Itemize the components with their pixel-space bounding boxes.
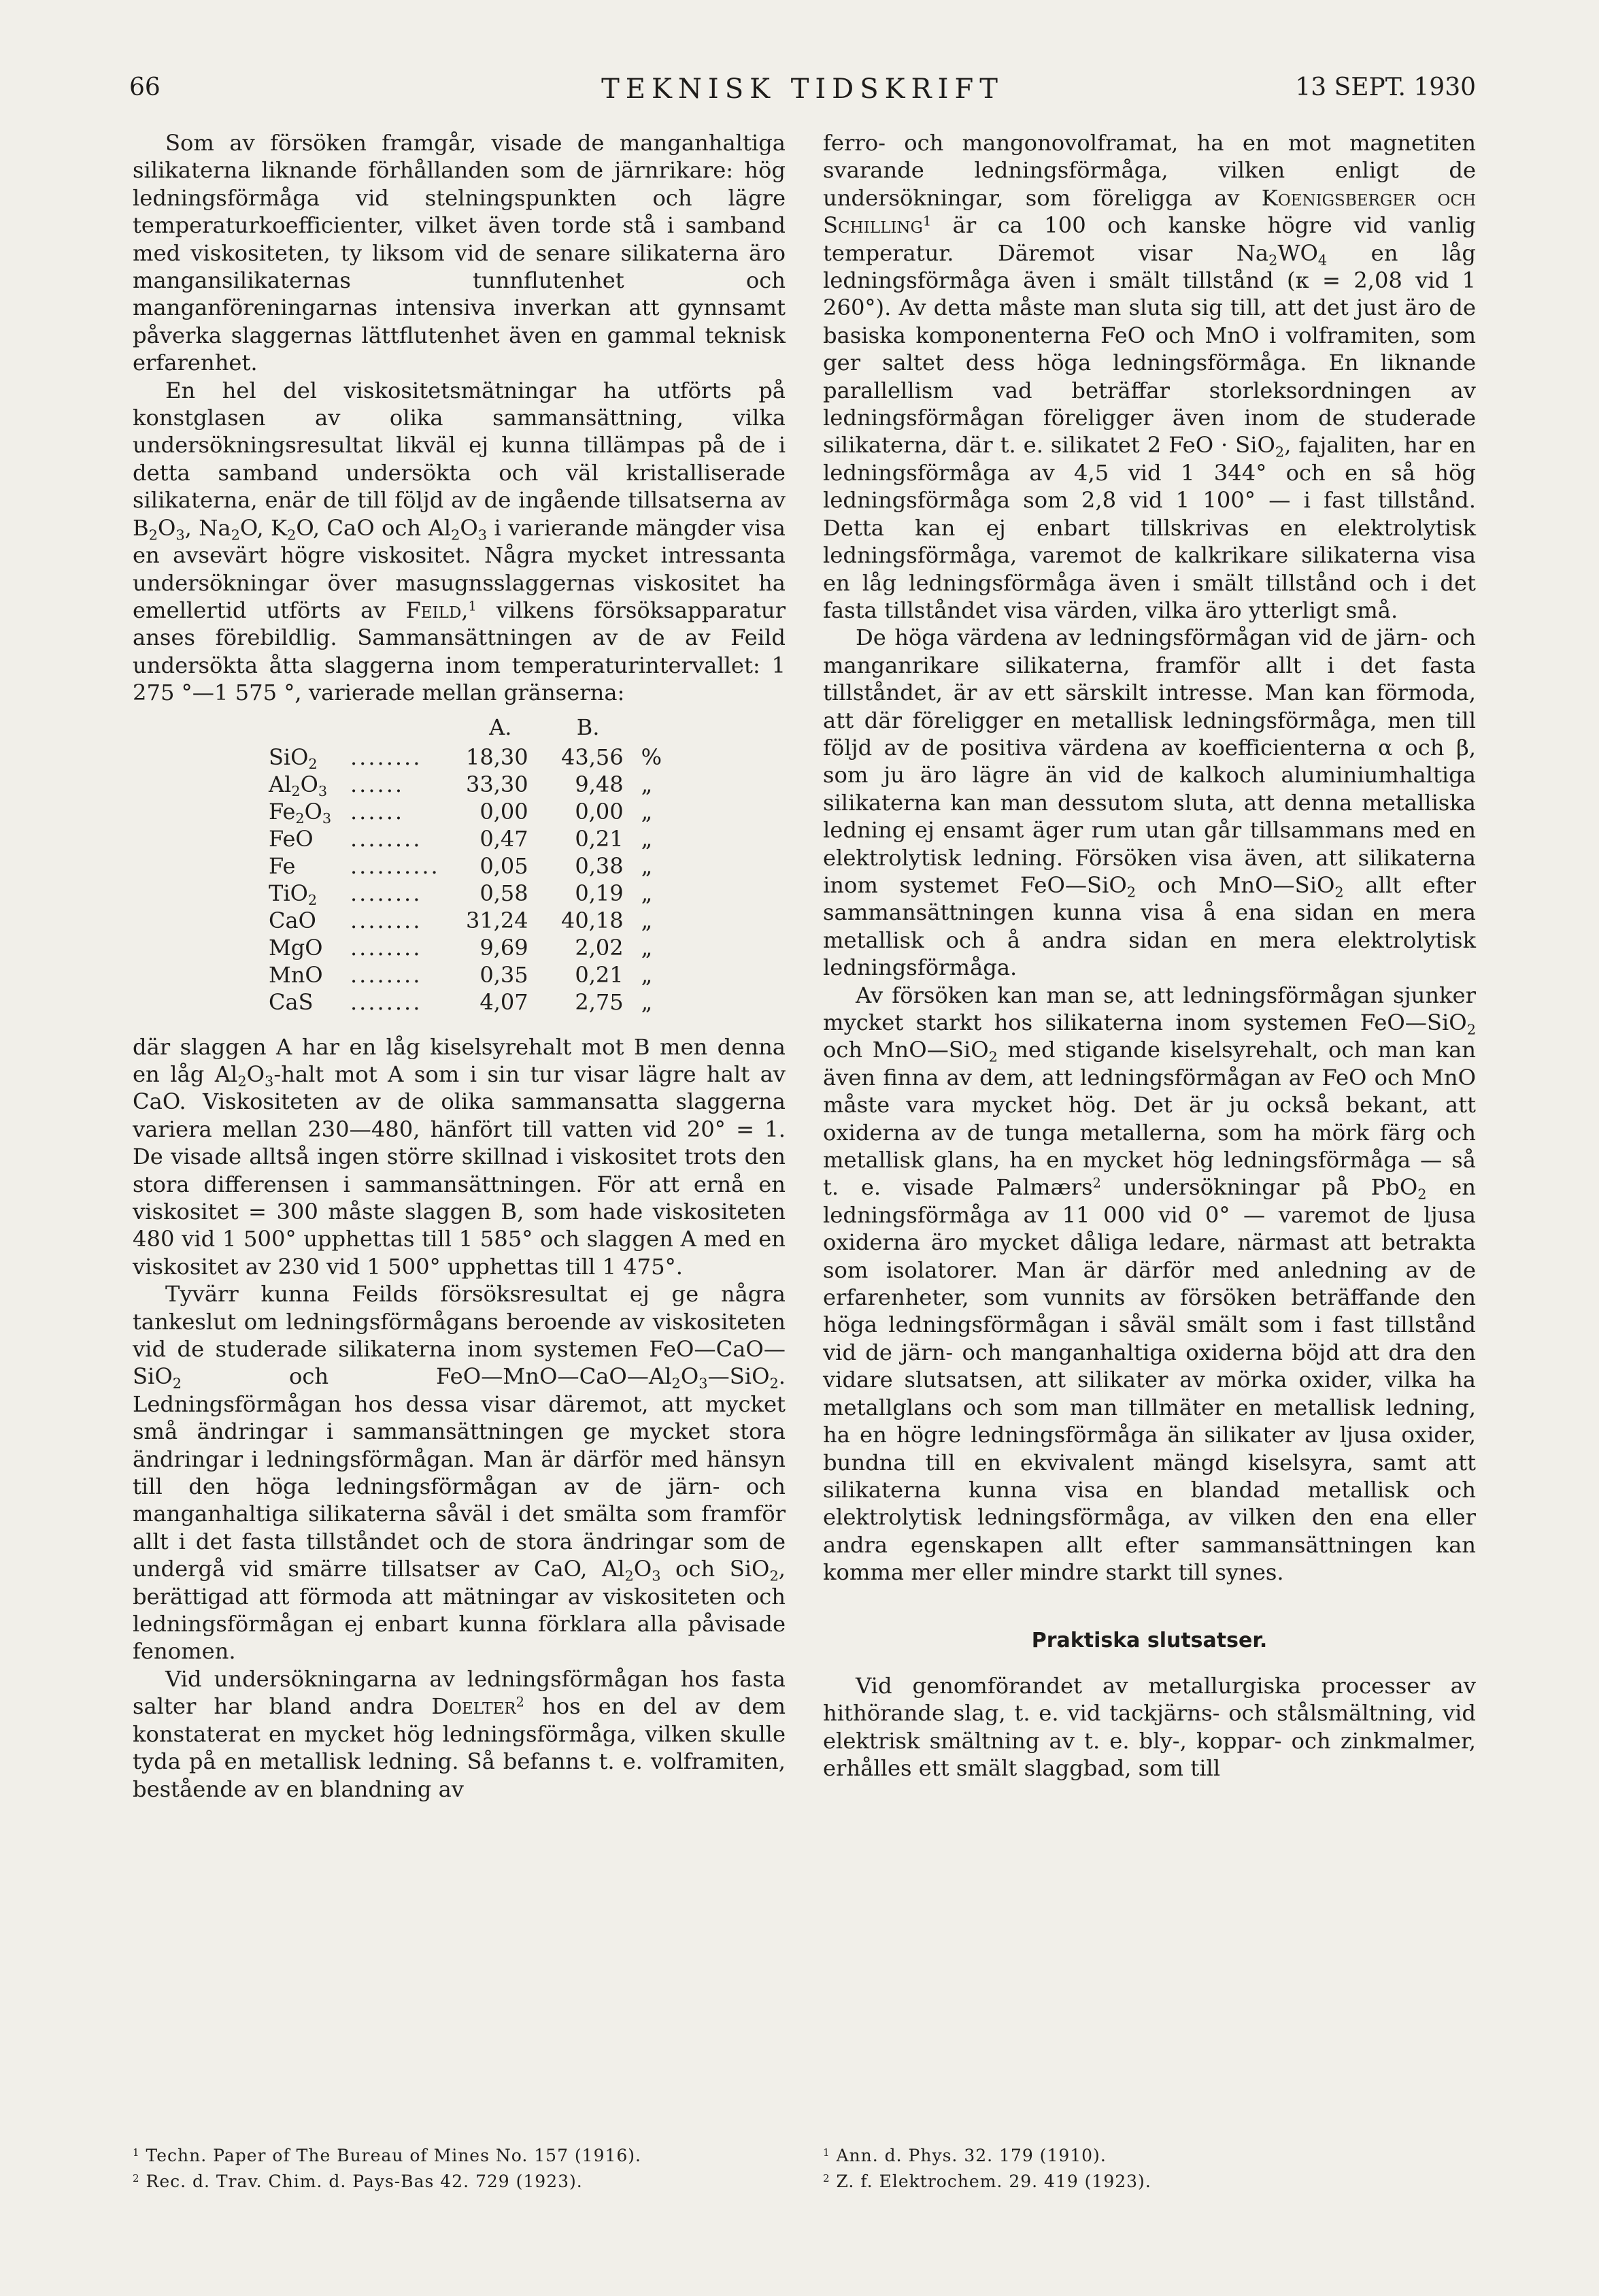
footnotes-left [133,2143,786,2195]
value-a: 31,24 [466,907,528,933]
compound-label: FeO [269,825,314,852]
composition-row [269,798,669,825]
paragraph: En hel del viskositetsmätningar ha utförts på konstglasen av olika sammansättning, vilka undersökningsresultat likväl ej kunna tillämpas på de i detta samband undersökta och väl kristalliserade silikaterna, enär de till följd av de ingående tillsatserna av $B_2O_3$, $Na_2O$, $K_2O$, CaO och $Al_2O_3$ i varierande mängder visa en avsevärt högre viskositet. Några mycket intressanta undersökningar över masugnsslaggernas viskositet ha emellertid utförts av Feild,$^1$ vilkens försöksapparatur anses förebildlig. Sammansättningen av de av Feild undersökta åtta slaggerna inom temperaturintervallet: 1 275 °—1 575 °, varierade mellan gränserna: [133,377,786,706]
value-b: 43,56 [561,744,624,770]
paragraph: Vid genomförandet av metallurgiska processer av hithörande slag, t. e. vid tackjärns- och stålsmältning, vid elektrisk smältning av t. e. bly-, koppar- och zinkmalmer, erhålles ett smält slaggbad, som till [823,1672,1476,1782]
left-column [133,129,786,1803]
value-a: 9,69 [479,934,528,961]
footnote-ref: 2 [516,1694,524,1710]
value-b: 2,02 [575,934,624,961]
leader-dots: ........ [350,744,422,770]
paragraph: Av försöken kan man se, att ledningsförmågan sjunker mycket starkt hos silikaterna inom systemen FeO—SiO$_2$ och MnO—SiO$_2$ med stigande kiselsyrehalt, och man kan även finna av dem, att ledningsförmågan av FeO och MnO måste vara mycket hög. Det är ju också bekant, att oxiderna av de tunga metallerna, som ha mörk färg och metallisk glans, ha en mycket hög ledningsförmåga — så t. e. visade Palmærs$^2$ undersökningar på PbO$_2$ en ledningsförmåga av 11 000 vid 0° — varemot de ljusa oxiderna äro mycket dåliga ledare, närmast att betrakta som isolatorer. Man är därför med anledning av de erfarenheter, som vunnits av försöken beträffande den höga ledningsförmågan i såväl smält som i fast tillstånd vid de järn- och manganhaltiga oxiderna böjd att dra den vidare slutsatsen, att silikater av mörka oxider, vilka ha metallglans och som man tillmäter en metallisk ledning, ha en högre ledningsförmåga än silikater av ljusa oxider, bundna till en ekvivalent mängd kiselsyra, samt att silikaterna kunna visa en blandad metallisk och elektrolytisk ledningsförmåga, av vilken den ena eller andra egenskapen allt efter sammansättningen kan komma mer eller mindre starkt till synes. [823,982,1476,1586]
value-b: 0,38 [575,852,624,879]
footnotes-right [823,2143,1476,2195]
compound-label: $Al_2O_3$ [269,771,328,799]
compound-label: $Fe_2O_3$ [269,798,332,827]
footnote-ref: 1 [922,213,932,229]
page-header [129,73,1476,114]
value-b: 40,18 [561,907,624,933]
composition-row [269,880,669,907]
leader-dots: ........ [350,934,422,961]
unit-mark: „ [641,852,653,879]
composition-row [269,744,669,771]
value-b: 0,21 [575,961,624,988]
leader-dots: ........ [350,825,422,852]
compound-label: SiO$_2$ [269,744,318,772]
composition-row [269,961,669,988]
paragraph: De höga värdena av ledningsförmågan vid de järn- och manganrikare silikaterna, framför allt i det fasta tillståndet, är av ett särskilt intresse. Man kan förmoda, att där föreligger en metallisk ledningsförmåga, men till följd av de positiva värdena av koefficienterna α och β, som ju äro lägre än vid de kalkoch aluminiumhaltiga silikaterna kan man dessutom sluta, att denna metalliska ledning ej ensamt äger rum utan går tillsammans med en elektrolytisk ledning. Försöken visa även, att silikaterna inom systemet FeO—SiO$_2$ och MnO—SiO$_2$ allt efter sammansättningen kunna visa å ena sidan en mera metallisk och å andra sidan en mera elektrolytisk ledningsförmåga. [823,625,1476,981]
paragraph: Vid undersökningarna av ledningsförmågan hos fasta salter har bland andra Doelter$^2$ hos en del av dem konstaterat en mycket hög ledningsförmåga, vilken skulle tyda på en metallisk ledning. Så befanns t. e. volframiten, bestående av en blandning av [133,1665,786,1802]
paragraph: ferro- och mangonovolframat, ha en mot magnetiten svarande ledningsförmåga, vilken enligt de undersökningar, som föreligga av Koenigsberger och Schilling$^1$ är ca 100 och kanske högre vid vanlig temperatur. Däremot visar $Na_2WO_4$ en låg ledningsförmåga även i smält tillstånd (κ = 2,08 vid 1 260°). Av detta måste man sluta sig till, att det just äro de basiska komponenterna FeO och MnO i volframiten, som ger saltet dess höga ledningsförmåga. En liknande parallellism vad beträffar storleksordningen av ledningsförmågan föreligger även inom de studerade silikaterna, där t. e. silikatet 2 FeO · SiO$_2$, fajaliten, har en ledningsförmåga av 4,5 vid 1 344° och en så hög ledningsförmåga som 2,8 vid 1 100° — i fast tillstånd. Detta kan ej enbart tillskrivas en elektrolytisk ledningsförmåga, varemot de kalkrikare silikaterna visa en låg ledningsförmåga även i smält tillstånd och i det fasta tillståndet visa värden, vilka äro ytterligt små. [823,130,1476,623]
author-name: Doelter [431,1693,516,1720]
value-a: 0,35 [479,961,528,988]
composition-row [269,907,669,934]
issue-date: 13 SEPT. 1930 [1295,73,1476,101]
paragraph: Som av försöken framgår, visade de manganhaltiga silikaterna liknande förhållanden som de järnrikare: hög ledningsförmåga vid stelningspunkten och lägre temperaturkoefficienter, vilket även torde stå i samband med viskositeten, ty liksom vid de senare silikaterna äro mangansilikaternas tunnflutenhet och manganföreningarnas intensiva inverkan att gynnsamt påverka slaggernas lättflutenhet även en gammal teknisk erfarenhet. [133,130,786,376]
composition-row [269,988,669,1016]
value-b: 2,75 [575,988,624,1015]
compound-label: CaO [269,907,316,933]
value-b: 0,19 [575,880,624,906]
value-a: 0,00 [479,798,528,825]
leader-dots: ........ [350,907,422,933]
value-b: 0,00 [575,798,624,825]
footnote: $^2$ Z. f. Elektrochem. 29. 419 (1923). [823,2172,1151,2191]
unit-mark: „ [641,934,653,961]
unit-mark: % [641,744,662,770]
author-names: Koenigsberger och Schilling [823,184,1476,239]
compound-label: TiO$_2$ [269,880,318,908]
value-a: 4,07 [479,988,528,1015]
column-header-b: B. [576,714,600,740]
footnote: $^1$ Ann. d. Phys. 32. 179 (1910). [823,2146,1107,2165]
composition-table [269,714,669,1016]
journal-title: TEKNISK TIDSKRIFT [601,73,1004,105]
footnote-ref: 1 [468,598,477,614]
leader-dots: .......... [350,852,440,879]
footnote: $^2$ Rec. d. Trav. Chim. d. Pays-Bas 42. 729 (1923). [133,2172,583,2191]
composition-row [269,934,669,961]
footnote: $^1$ Techn. Paper of The Bureau of Mines No. 157 (1916). [133,2146,642,2165]
composition-row [269,852,669,880]
value-a: 0,05 [479,852,528,879]
paragraph: där slaggen A har en låg kiselsyrehalt mot B men denna en låg $Al_2O_3$-halt mot A som i sin tur visar lägre halt av CaO. Viskositeten av de olika sammansatta slaggerna variera mellan 230—480, hänfört till vatten vid 20° = 1. De visade alltså ingen större skillnad i viskositet trots den stora differensen i sammansättningen. För att ernå en viskositet = 300 måste slaggen B, som hade viskositeten 480 vid 1 500° upphettas till 1 585° och slaggen A med en viskositet av 230 vid 1 500° upphettas till 1 475°. [133,1033,786,1280]
unit-mark: „ [641,798,653,825]
unit-mark: „ [641,961,653,988]
unit-mark: „ [641,771,653,797]
leader-dots: ........ [350,961,422,988]
footnote-ref: 2 [1092,1175,1101,1191]
leader-dots: ........ [350,880,422,906]
compound-label: CaS [269,988,314,1015]
unit-mark: „ [641,880,653,906]
compound-label: Fe [269,852,296,879]
unit-mark: „ [641,825,653,852]
value-b: 0,21 [575,825,624,852]
value-a: 33,30 [466,771,528,797]
section-heading: Praktiska slutsatser. [1031,1628,1268,1652]
value-a: 0,58 [479,880,528,906]
composition-row [269,825,669,852]
leader-dots: ...... [350,771,405,797]
unit-mark: „ [641,907,653,933]
value-a: 18,30 [466,744,528,770]
unit-mark: „ [641,988,653,1015]
value-b: 9,48 [575,771,624,797]
column-header-a: A. [489,714,512,740]
author-name: Feild, [405,597,469,623]
right-column [823,129,1476,1782]
value-a: 0,47 [479,825,528,852]
leader-dots: ...... [350,798,405,825]
compound-label: MnO [269,961,323,988]
paragraph: Tyvärr kunna Feilds försöksresultat ej ge några tankeslut om ledningsförmågans beroende av viskositeten vid de studerade silikaterna inom systemen FeO—CaO—SiO$_2$ och $FeO—MnO—CaO—Al_2O_3—SiO_2$. Ledningsförmågan hos dessa visar däremot, att mycket små ändringar i sammansättningen ge mycket stora ändringar i ledningsförmågan. Man är därför med hänsyn till den höga ledningsförmågan av de järn- och manganhaltiga silikaterna såväl i det smälta som framför allt i det fasta tillståndet och de stora ändringar som de undergå vid smärre tillsatser av CaO, $Al_2O_3$ och SiO$_2$, berättigad att förmoda att mätningar av viskositeten och ledningsförmågan ej enbart kunna förklara alla påvisade fenomen. [133,1281,786,1665]
page-number: 66 [129,73,161,101]
composition-row [269,771,669,798]
leader-dots: ........ [350,988,422,1015]
compound-label: MgO [269,934,323,961]
